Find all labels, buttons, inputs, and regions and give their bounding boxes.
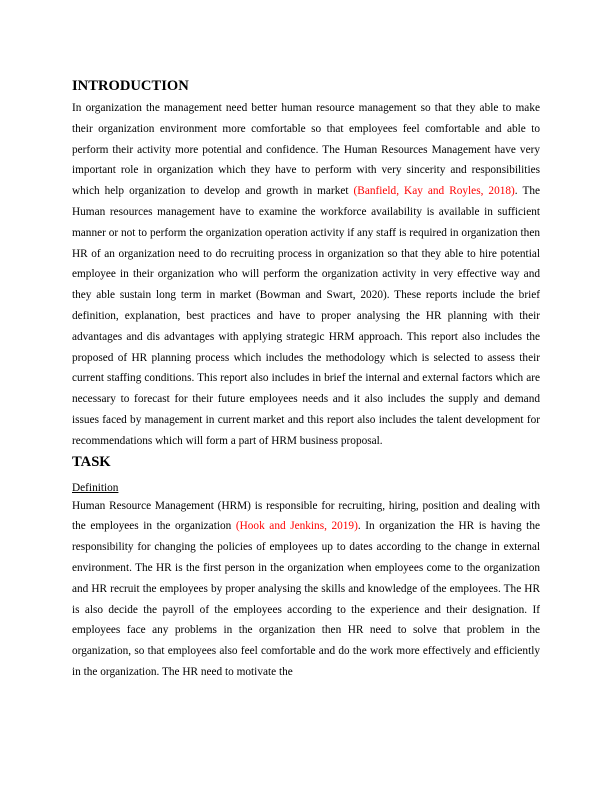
citation-hook-jenkins: (Hook and Jenkins, 2019)	[235, 520, 358, 533]
introduction-text-part-2: . The Human resources management have to examine the workforce availability is available in sufficient manner or not to perform the organization operation activity if any staff is required in organization then HR of an organization need to do recruiting process in organization so that they able to hire potential employee in their organization who will perform the organization activity in very effective way and they able sustain long term in market (Bowman and Swart, 2020). These reports include the brief definition, explanation, best practices and have to proper analysing the HR planning with their advantages and dis advantages with applying strategic HRM approach. This report also includes the proposed of HR planning process which includes the methodology which is selected to assess their current staffing conditions. This report also includes in brief the internal and external factors which are necessary to forecast for their future employees needs and it also includes the supply and demand issues faced by management in current market and this report also includes the talent development for recommendations which will form a part of HRM business proposal.	[72, 185, 541, 447]
introduction-text-part-1: In organization the management need better human resource management so that they able to make their organization environment more comfortable so that employees feel comfortable and able to perform their activity more potential and confidence. The Human Resources Management have very important role in organization which they have to perform with very sincerity and responsibilities which help organization to develop and growth in market	[72, 102, 540, 198]
task-heading: TASK	[72, 453, 111, 470]
page-content	[72, 76, 540, 683]
definition-subheading: Definition	[72, 481, 119, 494]
definition-text-part-1: Human Resource Management (HRM) is responsible for recruiting, hiring, position and dealing with the employees in the organization	[72, 499, 540, 533]
definition-paragraph	[72, 496, 540, 683]
introduction-heading: INTRODUCTION	[72, 78, 189, 94]
introduction-paragraph	[72, 98, 540, 452]
citation-banfield: (Banfield, Kay and Royles, 2018)	[353, 185, 515, 198]
definition-text-part-2: . In organization the HR is having the responsibility for changing the policies of employees up to dates according to the change in external environment. The HR is the first person in the organization when employees come to the organization and HR recruit the employees by proper analysing the skills and knowledge of the employees. The HR is also decide the payroll of the employees according to the experience and their designation. If employees face any problems in the organization then HR need to solve that problem in the organization, so that employees also feel comfortable and do the work more effectively and efficiently in the organization. The HR need to motivate the	[72, 520, 540, 678]
